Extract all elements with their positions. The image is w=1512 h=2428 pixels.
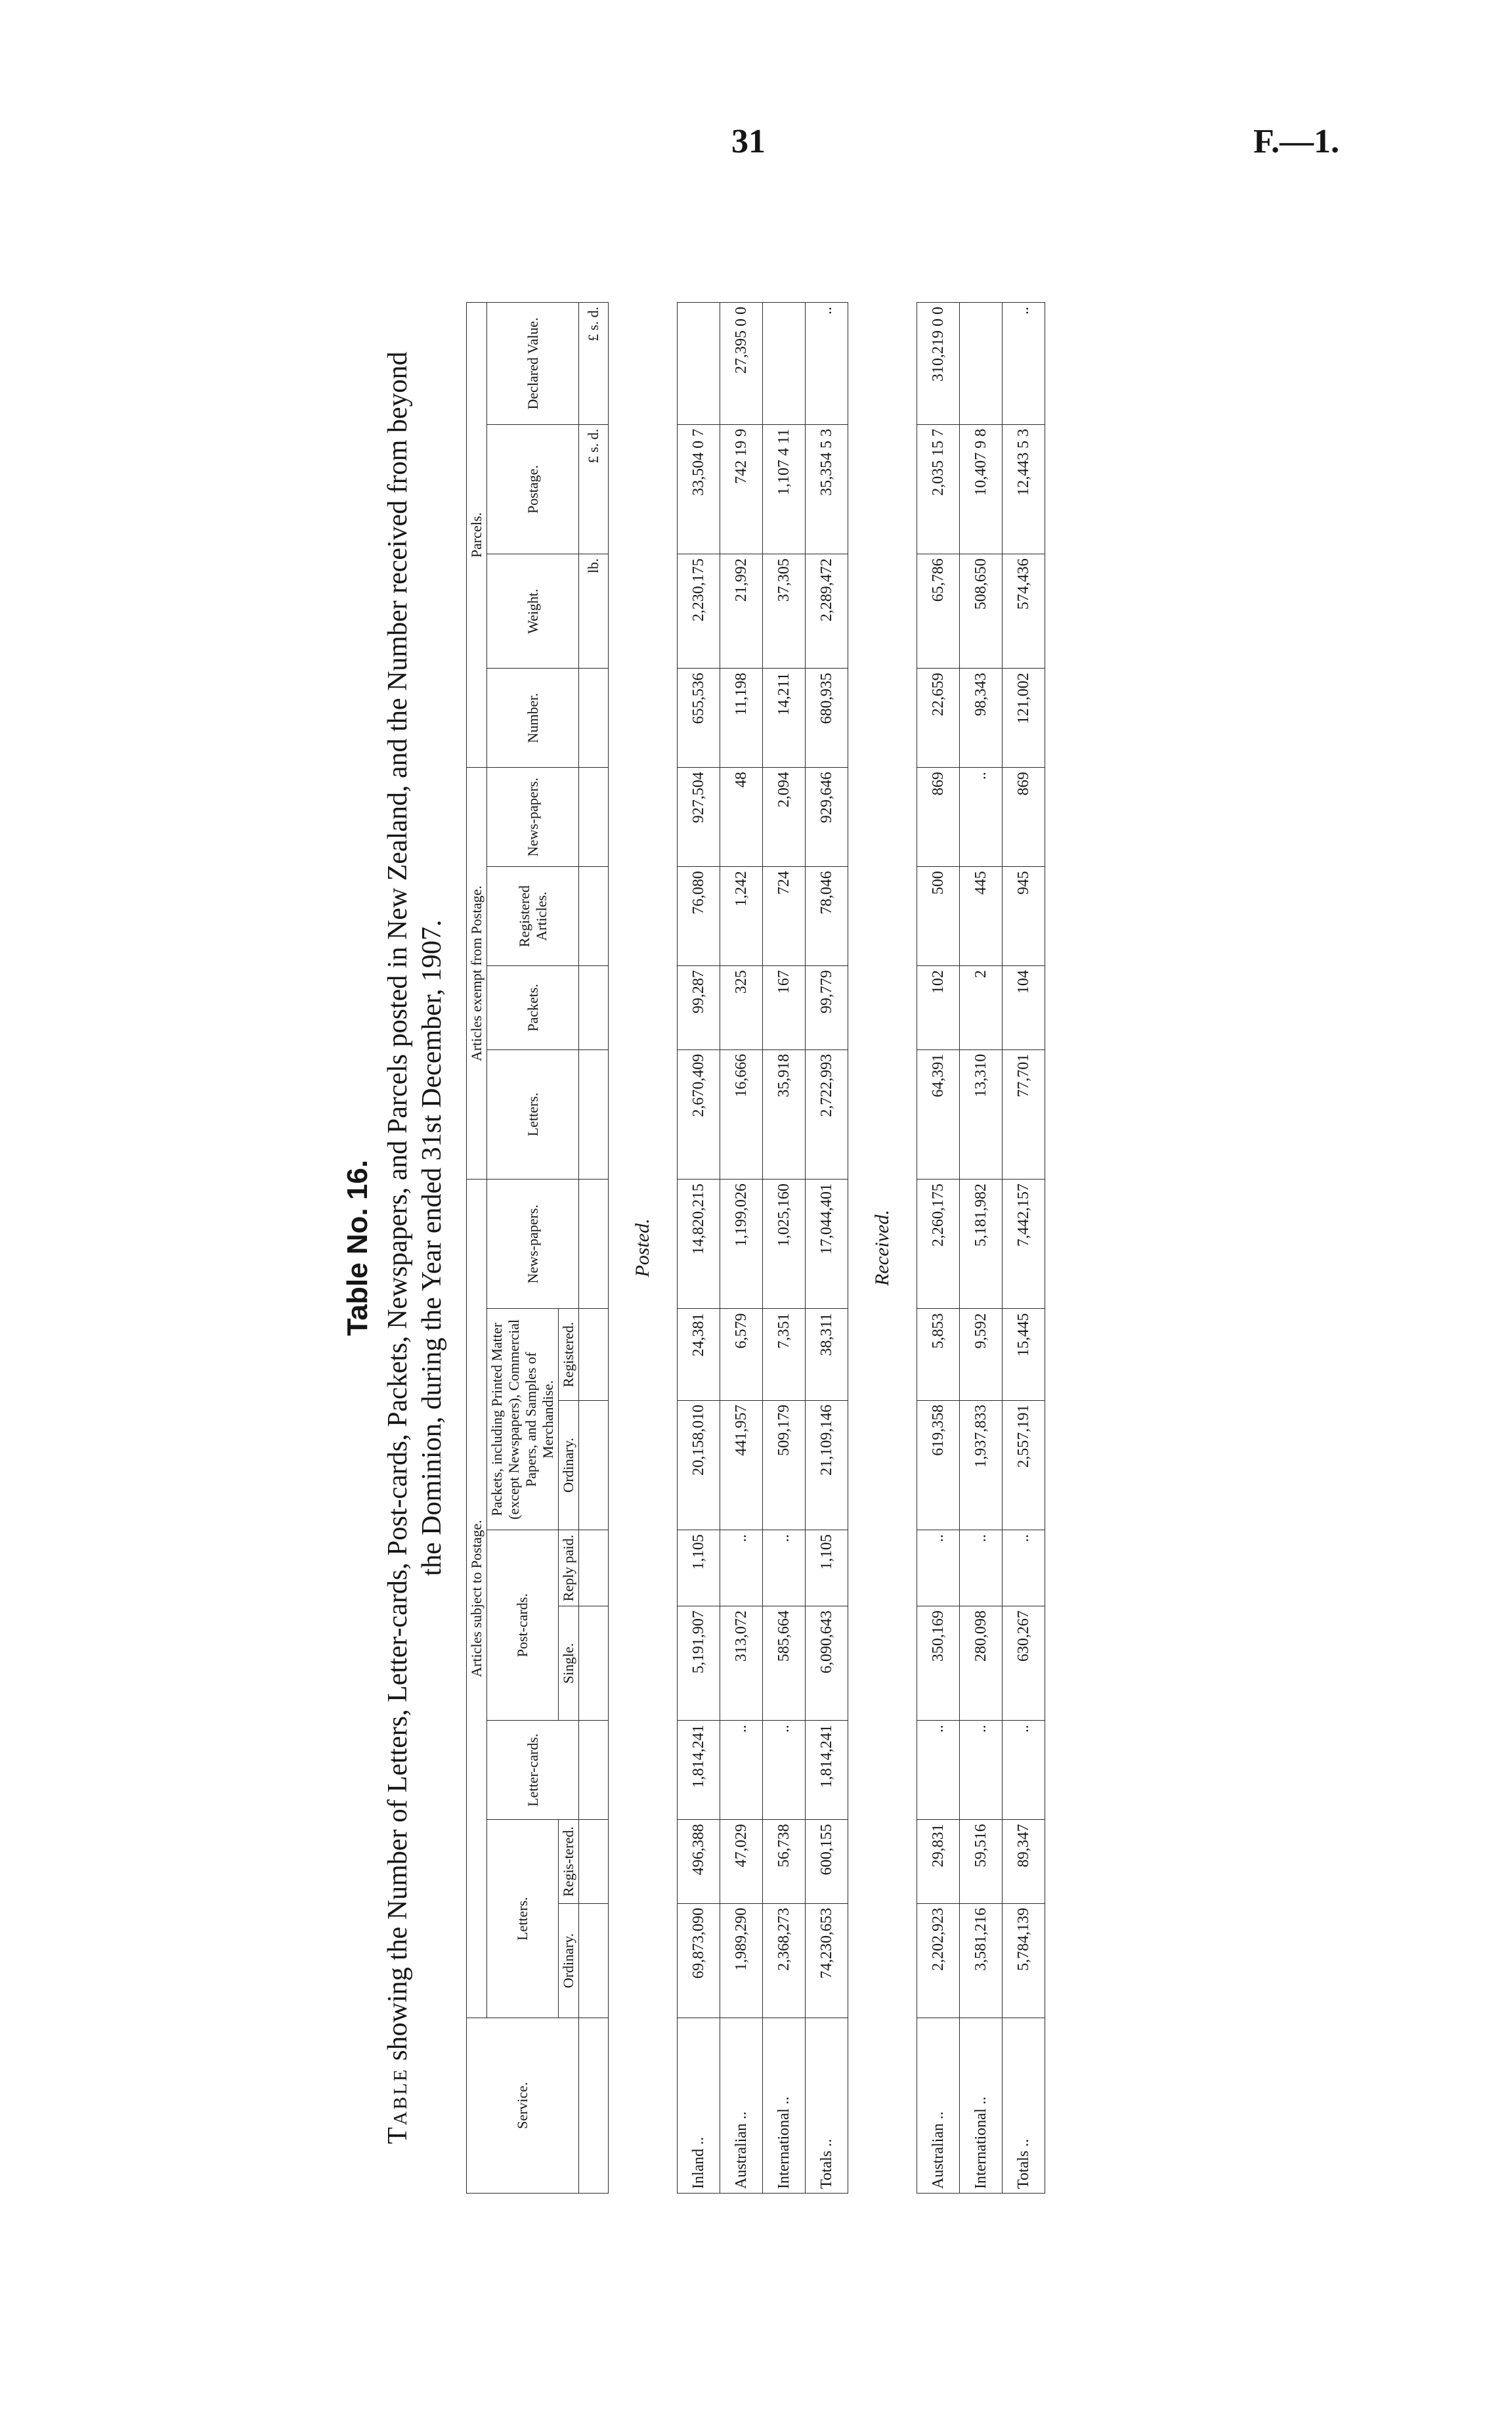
cell-pn: 121,002 xyxy=(1003,669,1045,768)
cell-np: 2,260,175 xyxy=(917,1180,960,1309)
cell-pcr: 1,105 xyxy=(678,1530,720,1606)
cell-np: 17,044,401 xyxy=(806,1180,848,1309)
cell-pw: 574,436 xyxy=(1003,554,1045,669)
cell-pw: 37,305 xyxy=(763,554,806,669)
cell-pcs: 350,169 xyxy=(917,1606,960,1721)
row-label: International .. xyxy=(763,2018,806,2194)
cell-en: 2,094 xyxy=(763,768,806,867)
cell-lo: 2,368,273 xyxy=(763,1903,806,2018)
cell-pcs: 585,664 xyxy=(763,1606,806,1721)
row-label: Totals .. xyxy=(806,2018,848,2194)
cell-pp: 2,035 15 7 xyxy=(917,424,960,554)
table-row xyxy=(917,303,960,2194)
units-row xyxy=(579,303,609,2194)
cell-np: 5,181,982 xyxy=(960,1180,1003,1309)
unit-postage: £ s. d. xyxy=(579,424,609,554)
cell-pko: 509,179 xyxy=(763,1400,806,1530)
cell-pkr: 7,351 xyxy=(763,1309,806,1400)
cell-er: 500 xyxy=(917,867,960,966)
row-label: Australian .. xyxy=(720,2018,763,2194)
cell-pkr: 9,592 xyxy=(960,1309,1003,1400)
cell-ep: 99,287 xyxy=(678,966,720,1050)
cell-en: .. xyxy=(960,768,1003,867)
cell-pkr: 5,853 xyxy=(917,1309,960,1400)
rotated-table-area xyxy=(341,263,1195,2233)
cell-el: 16,666 xyxy=(720,1049,763,1179)
header-letters: Letters. xyxy=(487,1820,559,2018)
cell-pcr: .. xyxy=(720,1530,763,1606)
cell-lc: 1,814,241 xyxy=(678,1721,720,1820)
cell-pkr: 24,381 xyxy=(678,1309,720,1400)
cell-dv: .. xyxy=(1003,303,1045,425)
unit-declared: £ s. d. xyxy=(579,303,609,425)
cell-pp: 12,443 5 3 xyxy=(1003,424,1045,554)
cell-lo: 5,784,139 xyxy=(1003,1903,1045,2018)
cell-lr: 56,738 xyxy=(763,1820,806,1904)
cell-el: 13,310 xyxy=(960,1049,1003,1179)
cell-lo: 1,989,290 xyxy=(720,1903,763,2018)
cell-pn: 22,659 xyxy=(917,669,960,768)
cell-ep: 102 xyxy=(917,966,960,1050)
cell-dv xyxy=(678,303,720,425)
cell-pn: 680,935 xyxy=(806,669,848,768)
cell-pw: 2,230,175 xyxy=(678,554,720,669)
cell-lc: 1,814,241 xyxy=(806,1721,848,1820)
row-label: Totals .. xyxy=(1003,2018,1045,2194)
header-letters-registered: Regis-tered. xyxy=(559,1820,579,1904)
table-title xyxy=(381,342,449,2154)
table-number: Table No. 16. xyxy=(341,1159,374,1336)
cell-pn: 98,343 xyxy=(960,669,1003,768)
header-service: Service. xyxy=(467,2018,579,2194)
cell-pp: 10,407 9 8 xyxy=(960,424,1003,554)
cell-lr: 59,516 xyxy=(960,1820,1003,1904)
cell-ep: 104 xyxy=(1003,966,1045,1050)
cell-er: 76,080 xyxy=(678,867,720,966)
table-row xyxy=(763,303,806,2194)
cell-lc: .. xyxy=(1003,1721,1045,1820)
cell-pcr: .. xyxy=(917,1530,960,1606)
cell-pw: 21,992 xyxy=(720,554,763,669)
section-received xyxy=(848,303,917,2194)
cell-er: 1,242 xyxy=(720,867,763,966)
table-row xyxy=(806,303,848,2194)
header-newspapers: News-papers. xyxy=(487,1180,579,1309)
cell-lc: .. xyxy=(763,1721,806,1820)
header-parcel-weight: Weight. xyxy=(487,554,579,669)
cell-lr: 89,347 xyxy=(1003,1820,1045,1904)
statistics-table xyxy=(466,302,1045,2194)
cell-pp: 35,354 5 3 xyxy=(806,424,848,554)
cell-el: 2,722,993 xyxy=(806,1049,848,1179)
section-posted xyxy=(609,303,678,2194)
cell-lr: 47,029 xyxy=(720,1820,763,1904)
cell-lo: 69,873,090 xyxy=(678,1903,720,2018)
cell-pp: 33,504 0 7 xyxy=(678,424,720,554)
cell-el: 64,391 xyxy=(917,1049,960,1179)
section-received-label: Received. xyxy=(848,303,917,2194)
cell-pcr: 1,105 xyxy=(806,1530,848,1606)
cell-en: 869 xyxy=(917,768,960,867)
cell-el: 35,918 xyxy=(763,1049,806,1179)
cell-pcr: .. xyxy=(1003,1530,1045,1606)
cell-ep: 167 xyxy=(763,966,806,1050)
header-letter-cards: Letter-cards. xyxy=(487,1721,579,1820)
cell-pcs: 630,267 xyxy=(1003,1606,1045,1721)
cell-er: 945 xyxy=(1003,867,1045,966)
header-exempt-from-postage: Articles exempt from Postage. xyxy=(467,768,487,1180)
cell-lo: 74,230,653 xyxy=(806,1903,848,2018)
cell-en: 869 xyxy=(1003,768,1045,867)
cell-en: 929,646 xyxy=(806,768,848,867)
table-row xyxy=(1003,303,1045,2194)
cell-pcs: 313,072 xyxy=(720,1606,763,1721)
header-post-cards-single: Single. xyxy=(559,1606,579,1721)
cell-pko: 441,957 xyxy=(720,1400,763,1530)
cell-pcs: 6,090,643 xyxy=(806,1606,848,1721)
cell-dv xyxy=(763,303,806,425)
cell-lc: .. xyxy=(720,1721,763,1820)
cell-er: 78,046 xyxy=(806,867,848,966)
posted-rows xyxy=(678,303,848,2194)
table-row xyxy=(960,303,1003,2194)
cell-pp: 742 19 9 xyxy=(720,424,763,554)
cell-pn: 655,536 xyxy=(678,669,720,768)
header-exempt-newspapers: News-papers. xyxy=(487,768,579,867)
cell-pko: 20,158,010 xyxy=(678,1400,720,1530)
header-subject-to-postage: Articles subject to Postage. xyxy=(467,1180,487,2018)
cell-pko: 619,358 xyxy=(917,1400,960,1530)
table-title-text: showing the Number of Letters, Letter-cards, Post-cards, Packets, Newspapers, and Parcels posted in New Zealand, and the Number received from beyond the Dominion, during the Year ended 31st December, 1907. xyxy=(383,351,447,2061)
table-row xyxy=(720,303,763,2194)
cell-np: 1,199,026 xyxy=(720,1180,763,1309)
cell-pw: 65,786 xyxy=(917,554,960,669)
header-packets-registered: Registered. xyxy=(559,1309,579,1400)
header-exempt-packets: Packets. xyxy=(487,966,579,1050)
cell-dv xyxy=(960,303,1003,425)
cell-er: 445 xyxy=(960,867,1003,966)
cell-dv: 310,219 0 0 xyxy=(917,303,960,425)
header-packets-ordinary: Ordinary. xyxy=(559,1400,579,1530)
cell-pkr: 6,579 xyxy=(720,1309,763,1400)
cell-pcr: .. xyxy=(960,1530,1003,1606)
cell-pko: 21,109,146 xyxy=(806,1400,848,1530)
cell-pp: 1,107 4 11 xyxy=(763,424,806,554)
cell-pn: 11,198 xyxy=(720,669,763,768)
row-label: Inland .. xyxy=(678,2018,720,2194)
cell-pkr: 15,445 xyxy=(1003,1309,1045,1400)
cell-ep: 99,779 xyxy=(806,966,848,1050)
table-row xyxy=(678,303,720,2194)
cell-el: 77,701 xyxy=(1003,1049,1045,1179)
cell-el: 2,670,409 xyxy=(678,1049,720,1179)
cell-lr: 496,388 xyxy=(678,1820,720,1904)
cell-pcs: 280,098 xyxy=(960,1606,1003,1721)
cell-lr: 600,155 xyxy=(806,1820,848,1904)
header-parcel-postage: Postage. xyxy=(487,424,579,554)
cell-dv: 27,395 0 0 xyxy=(720,303,763,425)
table-title-lead: Table xyxy=(383,2067,413,2144)
cell-pw: 2,289,472 xyxy=(806,554,848,669)
header-parcel-number: Number. xyxy=(487,669,579,768)
cell-en: 927,504 xyxy=(678,768,720,867)
cell-dv: .. xyxy=(806,303,848,425)
cell-ep: 325 xyxy=(720,966,763,1050)
cell-np: 1,025,160 xyxy=(763,1180,806,1309)
cell-lr: 29,831 xyxy=(917,1820,960,1904)
cell-np: 7,442,157 xyxy=(1003,1180,1045,1309)
header-exempt-registered: Registered Articles. xyxy=(487,867,579,966)
cell-pko: 2,557,191 xyxy=(1003,1400,1045,1530)
cell-pw: 508,650 xyxy=(960,554,1003,669)
page-reference: F.—1. xyxy=(1253,123,1339,160)
cell-pn: 14,211 xyxy=(763,669,806,768)
row-label: International .. xyxy=(960,2018,1003,2194)
header-post-cards: Post-cards. xyxy=(487,1530,559,1721)
cell-ep: 2 xyxy=(960,966,1003,1050)
header-parcels: Parcels. xyxy=(467,303,487,768)
cell-lc: .. xyxy=(917,1721,960,1820)
cell-pcr: .. xyxy=(763,1530,806,1606)
header-post-cards-reply-paid: Reply paid. xyxy=(559,1530,579,1606)
section-posted-label: Posted. xyxy=(609,303,678,2194)
cell-pcs: 5,191,907 xyxy=(678,1606,720,1721)
unit-weight: lb. xyxy=(579,554,609,669)
cell-pkr: 38,311 xyxy=(806,1309,848,1400)
received-rows xyxy=(917,303,1045,2194)
header-packets: Packets, including Printed Matter (except Newspapers), Commercial Papers, and Samples of Merchandise. xyxy=(487,1309,559,1530)
header-declared-value: Declared Value. xyxy=(487,303,579,425)
cell-np: 14,820,215 xyxy=(678,1180,720,1309)
row-label: Australian .. xyxy=(917,2018,960,2194)
cell-pko: 1,937,833 xyxy=(960,1400,1003,1530)
cell-er: 724 xyxy=(763,867,806,966)
header-letters-ordinary: Ordinary. xyxy=(559,1903,579,2018)
page-number: 31 xyxy=(731,123,766,160)
cell-lo: 2,202,923 xyxy=(917,1903,960,2018)
cell-lo: 3,581,216 xyxy=(960,1903,1003,2018)
cell-en: 48 xyxy=(720,768,763,867)
cell-lc: .. xyxy=(960,1721,1003,1820)
header-exempt-letters: Letters. xyxy=(487,1049,579,1179)
